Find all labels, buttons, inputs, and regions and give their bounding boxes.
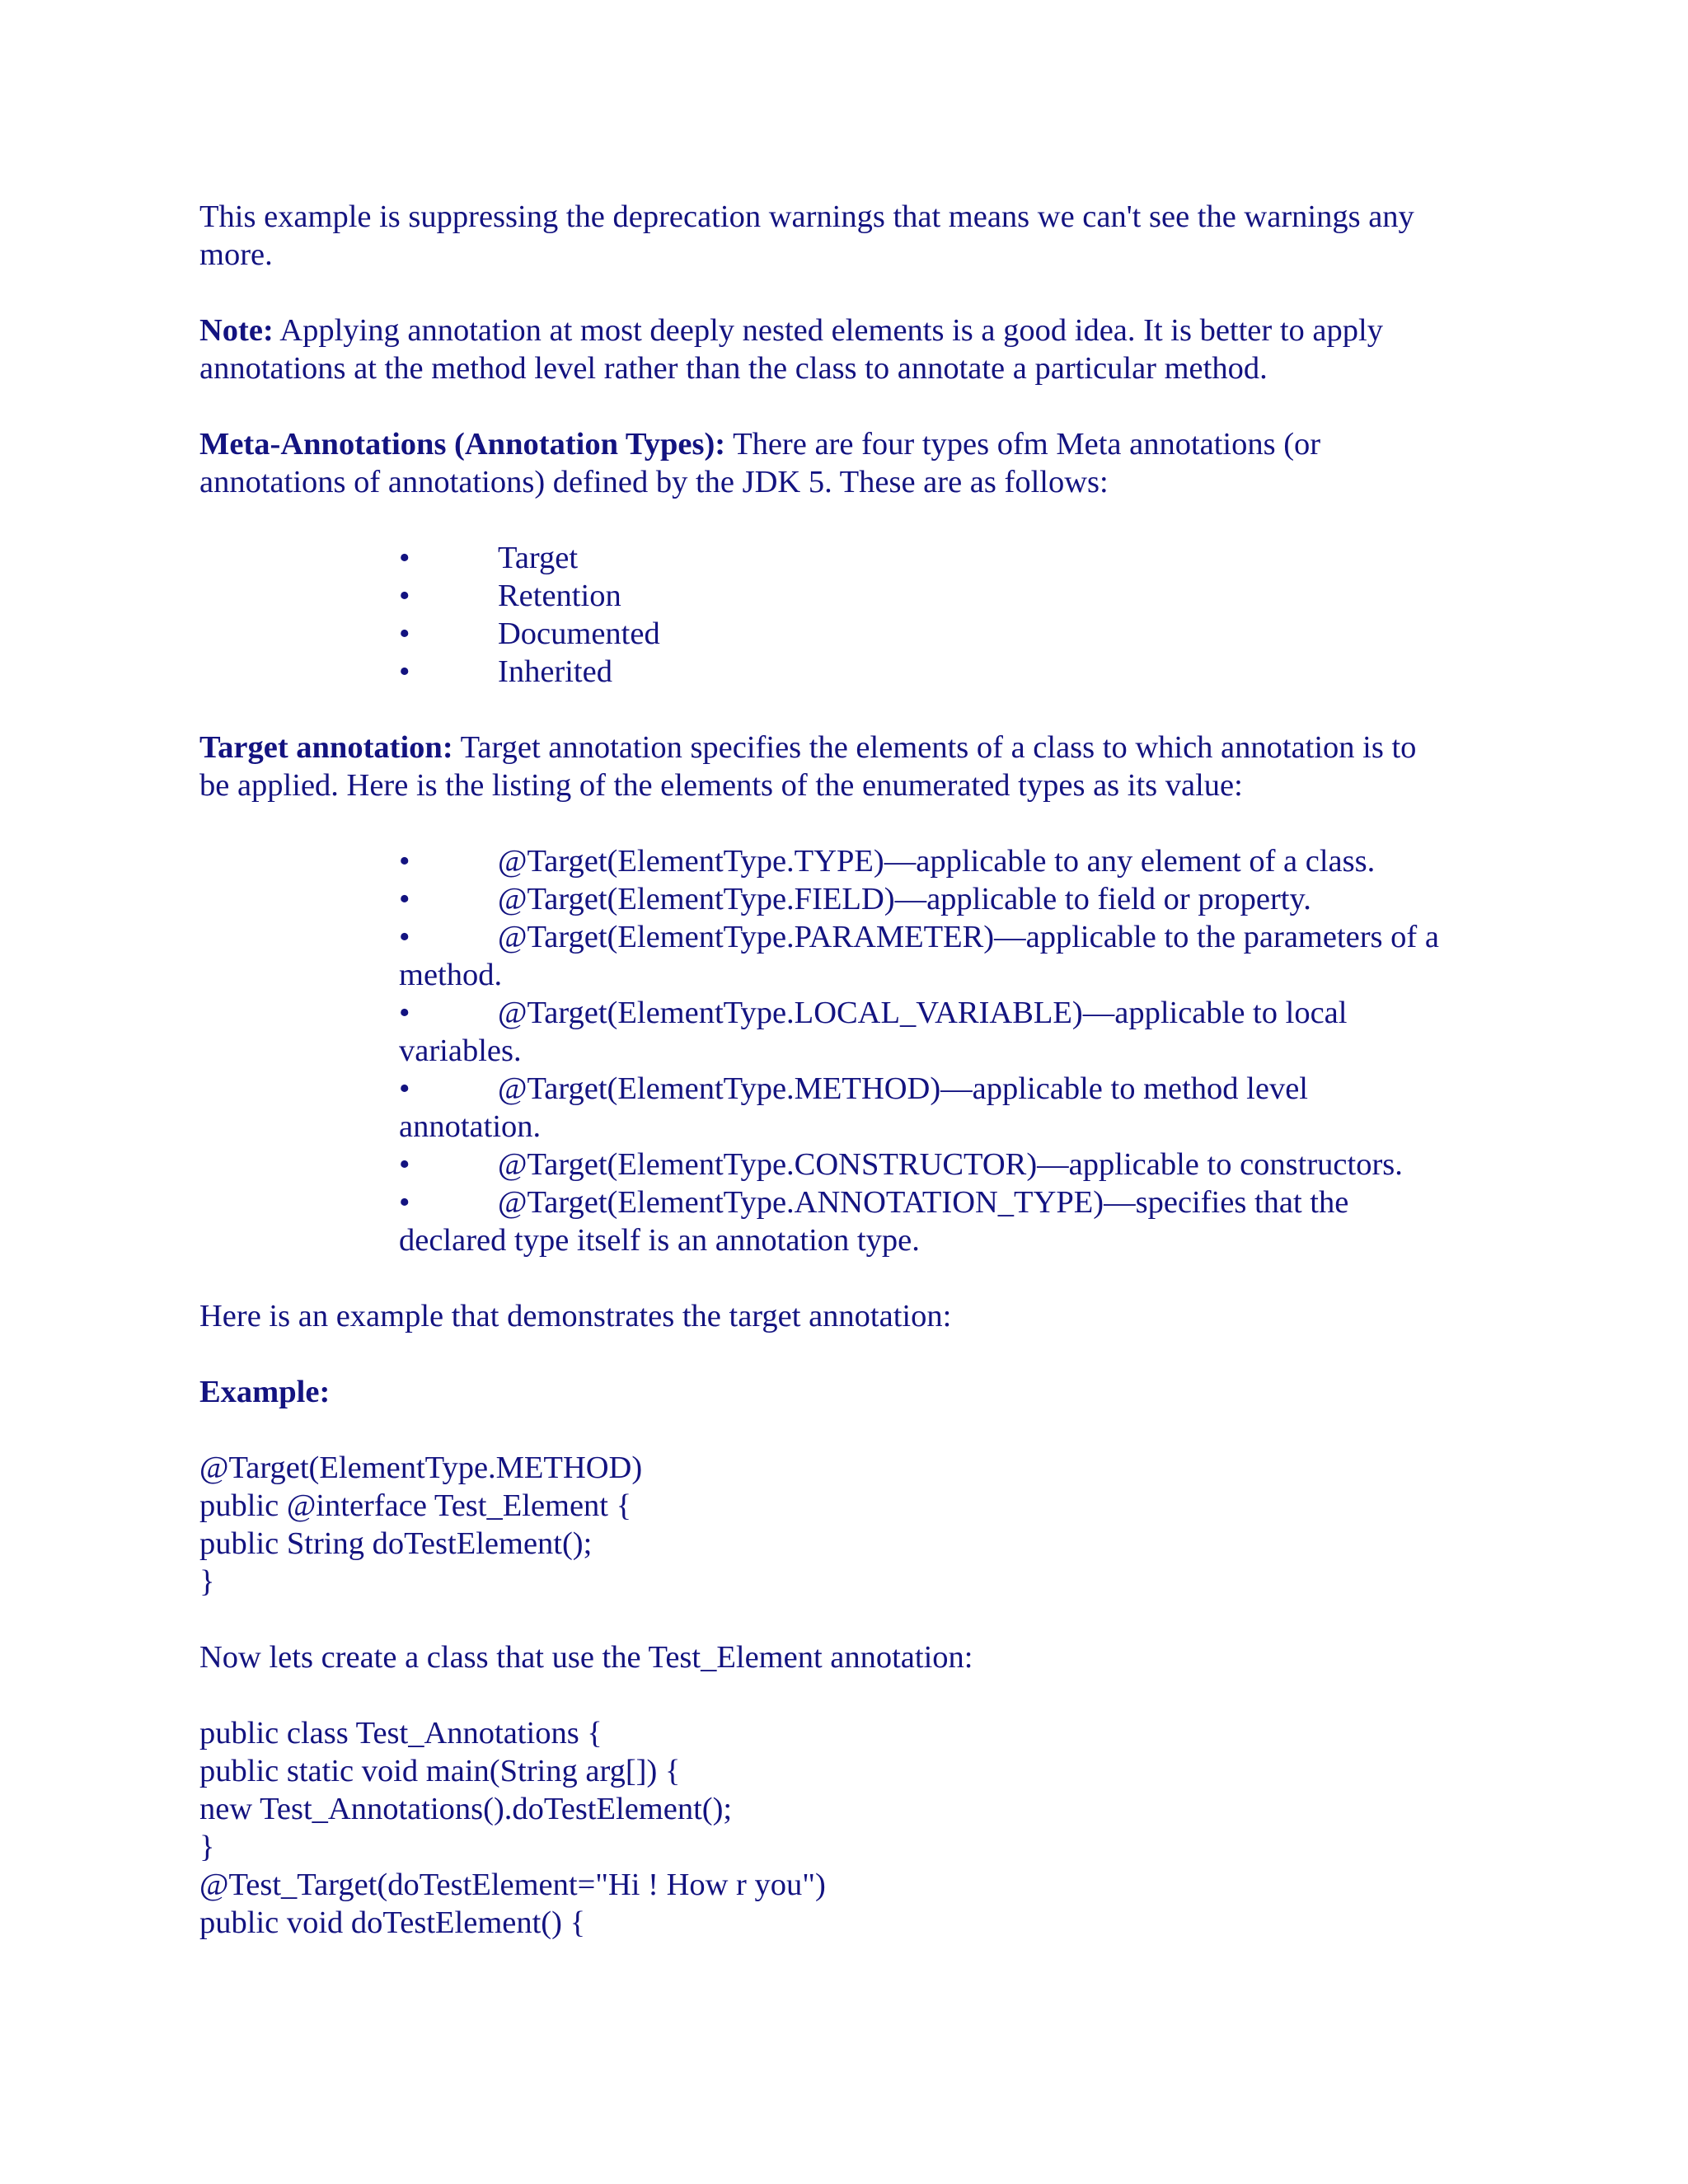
intro-line-2: more. xyxy=(199,237,273,272)
note-text-1: Applying annotation at most deeply nested elements is a good idea. It is better to apply xyxy=(273,313,1383,348)
code-line: public static void main(String arg[]) { xyxy=(199,1754,681,1788)
annotation-code-block xyxy=(199,1449,1518,1601)
meta-text-1: There are four types ofm Meta annotations (or xyxy=(725,427,1321,462)
spacer xyxy=(199,691,1518,729)
element-type-list xyxy=(399,842,1503,1259)
bullet-icon: • xyxy=(399,996,410,1030)
list-item-text: Inherited xyxy=(498,654,612,689)
list-item-wrap: declared type itself is an annotation type. xyxy=(399,1223,920,1258)
list-item-text: @Target(ElementType.LOCAL_VARIABLE)—applicable to local xyxy=(498,996,1348,1030)
list-item xyxy=(399,1183,1503,1259)
bullet-icon: • xyxy=(399,920,410,954)
bullet-icon: • xyxy=(399,844,410,879)
list-item-text: Target xyxy=(498,541,579,575)
target-paragraph xyxy=(199,729,1518,766)
bullet-icon: • xyxy=(399,616,410,651)
list-item-text: @Target(ElementType.FIELD)—applicable to field or property. xyxy=(498,882,1311,916)
spacer xyxy=(199,274,1518,312)
target-label: Target annotation: xyxy=(199,730,453,765)
list-item xyxy=(399,994,1503,1070)
note-label: Note: xyxy=(199,313,274,348)
list-item xyxy=(399,539,1503,577)
spacer xyxy=(199,804,1518,842)
list-item xyxy=(399,918,1503,994)
list-item-wrap: variables. xyxy=(399,1033,522,1068)
list-item-wrap: method. xyxy=(399,958,503,992)
meta-label: Meta-Annotations (Annotation Types): xyxy=(199,427,726,462)
document-page xyxy=(199,198,1518,1942)
code-line: public class Test_Annotations { xyxy=(199,1716,603,1750)
code-line: public String doTestElement(); xyxy=(199,1526,593,1561)
spacer xyxy=(199,1335,1518,1373)
list-item-text: @Target(ElementType.TYPE)—applicable to any element of a class. xyxy=(498,844,1376,879)
class-code-block xyxy=(199,1714,1518,1942)
target-text-1: Target annotation specifies the elements of a class to which annotation is to xyxy=(452,730,1417,765)
list-item xyxy=(399,880,1503,918)
code-line: } xyxy=(199,1564,215,1599)
list-item-text: @Target(ElementType.PARAMETER)—applicable to the parameters of a xyxy=(498,920,1439,954)
example-label: Example: xyxy=(199,1375,331,1409)
list-item xyxy=(399,653,1503,691)
list-item-text: @Target(ElementType.METHOD)—applicable to method level xyxy=(498,1071,1308,1106)
list-item-wrap: annotation. xyxy=(399,1109,542,1144)
spacer xyxy=(199,1259,1518,1297)
bullet-icon: • xyxy=(399,1071,410,1106)
code-line: public @interface Test_Element { xyxy=(199,1488,632,1523)
list-item xyxy=(399,842,1503,880)
bullet-icon: • xyxy=(399,1147,410,1182)
meta-paragraph xyxy=(199,425,1518,463)
intro-line-1: This example is suppressing the deprecation warnings that means we can't see the warnings any xyxy=(199,199,1414,234)
list-item xyxy=(399,1146,1503,1183)
target-line-2: be applied. Here is the listing of the elements of the enumerated types as its value: xyxy=(199,768,1243,803)
note-line-2: annotations at the method level rather than the class to annotate a particular method. xyxy=(199,351,1268,386)
list-item-text: @Target(ElementType.CONSTRUCTOR)—applicable to constructors. xyxy=(498,1147,1403,1182)
list-item-text: Documented xyxy=(498,616,660,651)
spacer xyxy=(199,1676,1518,1714)
code-line: public void doTestElement() { xyxy=(199,1905,586,1940)
code-line: } xyxy=(199,1830,215,1864)
code-line: @Target(ElementType.METHOD) xyxy=(199,1451,643,1485)
bullet-icon: • xyxy=(399,1185,410,1220)
list-item-text: @Target(ElementType.ANNOTATION_TYPE)—specifies that the xyxy=(498,1185,1349,1220)
bullet-icon: • xyxy=(399,882,410,916)
list-item xyxy=(399,1070,1503,1146)
meta-line-2: annotations of annotations) defined by the JDK 5. These are as follows: xyxy=(199,465,1109,499)
list-item xyxy=(399,577,1503,615)
bullet-icon: • xyxy=(399,654,410,689)
code-line: new Test_Annotations().doTestElement(); xyxy=(199,1792,733,1826)
bullet-icon: • xyxy=(399,579,410,613)
spacer xyxy=(199,501,1518,539)
class-intro: Now lets create a class that use the Test_Element annotation: xyxy=(199,1640,973,1675)
example-heading xyxy=(199,1373,1518,1411)
list-item xyxy=(399,615,1503,653)
bullet-icon: • xyxy=(399,541,410,575)
meta-annotation-list xyxy=(399,539,1503,691)
spacer xyxy=(199,1601,1518,1638)
spacer xyxy=(199,387,1518,425)
example-intro: Here is an example that demonstrates the target annotation: xyxy=(199,1299,952,1333)
spacer xyxy=(199,1411,1518,1449)
list-item-text: Retention xyxy=(498,579,621,613)
note-paragraph xyxy=(199,312,1518,349)
code-line: @Test_Target(doTestElement="Hi ! How r you") xyxy=(199,1868,826,1902)
